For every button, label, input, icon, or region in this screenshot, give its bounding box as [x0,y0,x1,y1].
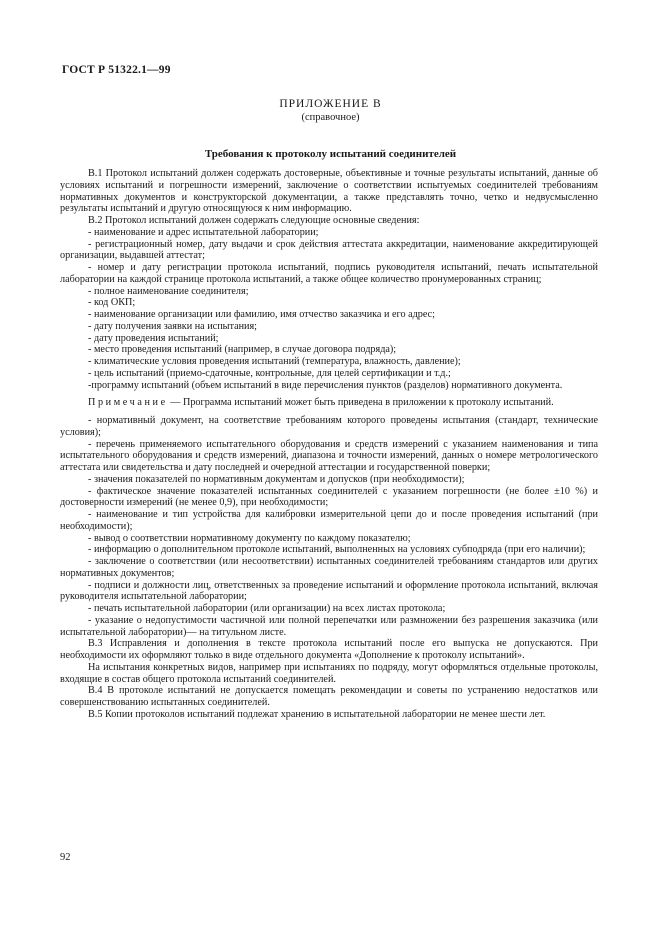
note [60,397,598,409]
appendix-subtitle: (справочное) [301,112,360,123]
list-item: - подписи и должности лиц, ответственных за проведение испытаний и оформление протокола испытаний, включая руководителя испытательной лаборатории; [60,579,598,603]
list-item: - климатические условия проведения испытаний (температура, влажность, давление); [88,356,461,367]
note-label: Примечание [88,397,168,409]
document-body [60,168,598,721]
list-item: - информацию о дополнительном протоколе испытаний, выполненных на условиях субподряда (при его наличии); [88,544,586,556]
document-header: ГОСТ Р 51322.1—99 [62,64,171,76]
section-title: Требования к протоколу испытаний соединителей [204,148,457,160]
list-item: - нормативный документ, на соответствие требованиям которого проведены испытания (стандарт, технические условия); [60,415,598,438]
note-text: — Программа испытаний может быть приведена в приложении к протоколу испытаний. [167,397,554,409]
list-item: - вывод о соответствии нормативному документу по каждому показателю; [88,532,411,544]
paragraph: В.2 Протокол испытаний должен содержать следующие основные сведения: [88,215,420,226]
paragraph: На испытания конкретных видов, например при испытаниях по подряду, могут оформляться отдельные протоколы, входящие в состав общего протокола испытаний соединителей. [60,661,598,685]
list-item: - печать испытательной лаборатории (или организации) на всех листах протокола; [88,603,446,614]
paragraph: В.4 В протоколе испытаний не допускается помещать рекомендации и советы по устранению недостатков или совершенствованию испытанных соединителей. [60,685,598,708]
paragraph: В.3 Исправления и дополнения в тексте протокола испытаний после его выпуска не допускаются. При необходимости их оформляют только в виде отдельного документа «Дополнение к протоколу испытаний». [60,638,598,661]
paragraph: В.1 Протокол испытаний должен содержать достоверные, объективные и точные результаты испытаний, данные об условиях испытаний и погрешности измерений, заключение о соответствии испытуемых соединителей требованиям нормативных документов и конструкторской документации, а также представлять точно, четко и недвусмысленно результаты испытаний и другую относящуюся к ним информацию. [60,168,598,215]
list-item: - дату проведения испытаний; [88,332,219,344]
list-item: - номер и дату регистрации протокола испытаний, подпись руководителя испытаний, печать испытательной лаборатории на каждой странице протокола испытаний, а также общее количество пронумерованных страниц; [60,262,598,285]
list-item: - указание о недопустимости частичной или полной перепечатки или размножении без разрешения заказчика (или испытательной лаборатории)— на титульном листе. [60,614,598,638]
list-item: -программу испытаний (объем испытаний в виде перечисления пунктов (разделов) нормативного документа. [88,379,563,391]
list-item: - наименование и адрес испытательной лаборатории; [88,226,319,238]
list-item: - наименование и тип устройства для калибровки измерительной цепи до и после проведения испытаний (при необходимости); [60,509,598,532]
list-item: - полное наименование соединителя; [88,285,249,297]
list-item: - перечень применяемого испытательного оборудования и средств измерений с указанием наименования и типа испытательного оборудования и средств измерений, диапазона и точности измерений, данных о номере метрологического аттестата или свидетельства и дату последней и очередной аттестации и государственной поверки; [60,438,598,473]
list-item: - заключение о соответствии (или несоответствии) испытанных соединителей требованиям стандартов или других нормативных документов; [60,556,598,579]
appendix-title: ПРИЛОЖЕНИЕ В [279,98,382,110]
list-item: - значения показателей по нормативным документам и допусков (при необходимости); [88,473,465,485]
paragraph: В.5 Копии протоколов испытаний подлежат хранению в испытательной лаборатории не менее шести лет. [88,708,546,720]
list-item: - цель испытаний (приемо-сдаточные, контрольные, для целей сертификации и т.д.; [88,367,451,379]
list-item: - код ОКП; [88,297,136,309]
list-item: - регистрационный номер, дату выдачи и срок действия аттестата аккредитации, наименование аккредитирующей организации, выдавшей аттестат; [60,238,598,262]
list-item: - наименование организации или фамилию, имя отчество заказчика и его адрес; [88,309,436,320]
list-item: - фактическое значение показателей испытанных соединителей с указанием погрешности (не более ±10 %) и достоверности измерений (не менее 0,9), при необходимости; [60,485,598,509]
list-item: - дату получения заявки на испытания; [88,320,258,332]
page-number: 92 [60,852,71,863]
list-item: - место проведения испытаний (например, в случае договора подряда); [88,344,397,356]
